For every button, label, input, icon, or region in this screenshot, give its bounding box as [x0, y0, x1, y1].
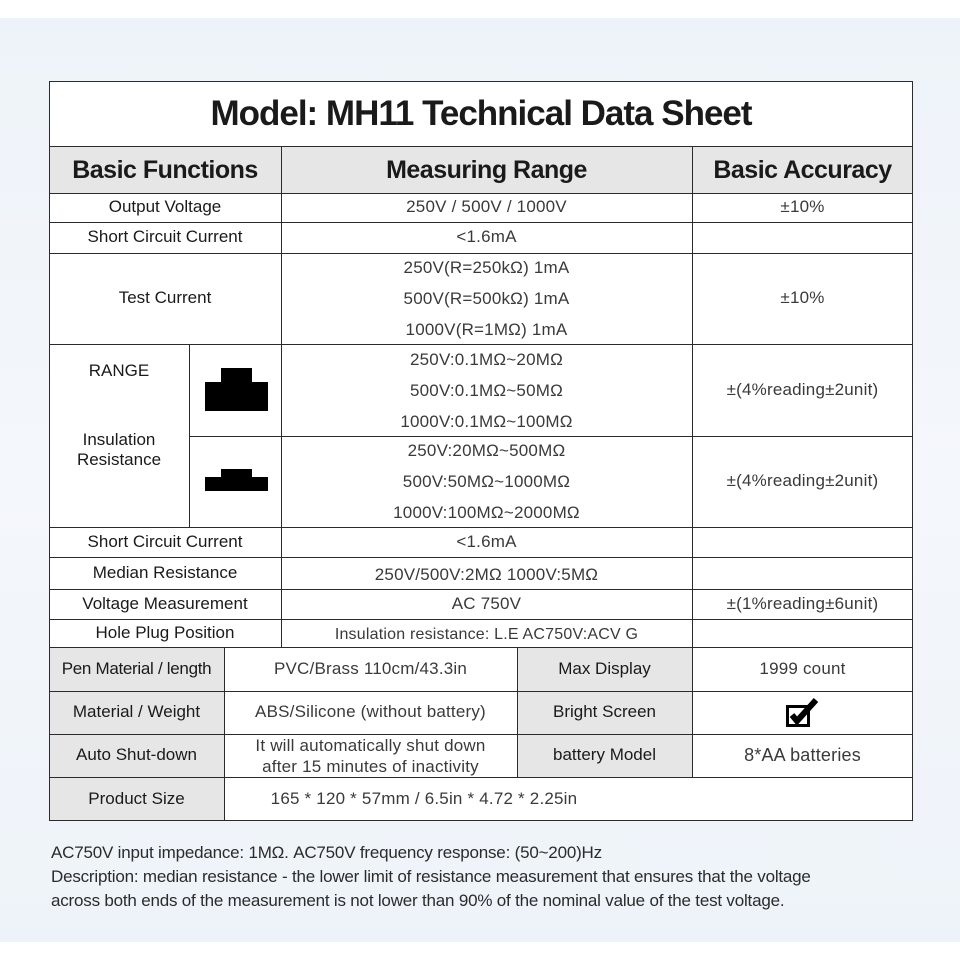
value-product-size: 165 * 120 * 57mm / 6.5in * 4.72 * 2.25in: [270, 788, 578, 808]
accuracy-insulation-low: ±(4%reading±2unit): [726, 471, 879, 491]
value-pen-material: PVC/Brass 110cm/43.3in: [273, 658, 468, 678]
value-max-display: 1999 count: [759, 658, 846, 678]
insulation-low-line: 500V:50MΩ~1000MΩ: [402, 472, 571, 491]
footnotes: [51, 841, 921, 913]
value-battery-model: 8*AA batteries: [744, 744, 861, 765]
range-short-circuit-current-2: <1.6mA: [456, 531, 517, 551]
header-basic-functions: Basic Functions: [49, 146, 281, 193]
label-test-current: Test Current: [118, 288, 212, 308]
insulation-low-line: 1000V:100MΩ~2000MΩ: [393, 503, 580, 522]
accuracy-insulation-high: ±(4%reading±2unit): [726, 380, 879, 400]
label-max-display: Max Display: [517, 647, 692, 691]
footnote-line: Description: median resistance - the lower limit of resistance measurement that ensures that the voltage: [51, 867, 811, 886]
range-insulation-high: [281, 345, 692, 436]
header-basic-accuracy: Basic Accuracy: [692, 146, 913, 193]
label-hole-plug-position: Hole Plug Position: [95, 622, 235, 642]
label-insulation-resistance: [49, 423, 189, 477]
accuracy-voltage-measurement: ±(1%reading±6unit): [726, 593, 879, 613]
value-bright-screen: [692, 691, 913, 734]
range-short-circuit-current: <1.6mA: [456, 227, 517, 247]
insulation-high-line: 1000V:0.1MΩ~100MΩ: [400, 412, 573, 431]
accuracy-test-current: ±10%: [780, 288, 825, 308]
range-test-current: [281, 253, 692, 344]
insulation-high-line: 500V:0.1MΩ~50MΩ: [409, 381, 563, 400]
range-high-icon: [205, 368, 268, 411]
checkbox-checked-icon: [786, 698, 820, 728]
footnote-line: across both ends of the measurement is not lower than 90% of the nominal value of the test voltage.: [51, 891, 785, 910]
range-insulation-low: [281, 436, 692, 527]
footnote-line: AC750V input impedance: 1MΩ. AC750V frequency response: (50~200)Hz: [51, 843, 602, 862]
insulation-low-line: 250V:20MΩ~500MΩ: [407, 441, 566, 460]
test-current-line: 250V(R=250kΩ) 1mA: [403, 258, 570, 277]
label-pen-material: Pen Material / length: [49, 647, 224, 691]
value-material-weight: ABS/Silicone (without battery): [255, 702, 486, 722]
range-median-resistance: 250V/500V:2MΩ 1000V:5MΩ: [374, 564, 599, 584]
resistance-line: Resistance: [76, 450, 162, 469]
range-output-voltage: 250V / 500V / 1000V: [406, 197, 567, 217]
label-voltage-measurement: Voltage Measurement: [82, 593, 248, 613]
auto-shutdown-line: It will automatically shut down: [255, 735, 486, 755]
range-hole-plug-position: Insulation resistance: L.E AC750V:ACV G: [334, 626, 639, 644]
label-short-circuit-current: Short Circuit Current: [87, 227, 243, 247]
data-sheet-table: [49, 81, 913, 821]
label-battery-model: battery Model: [517, 734, 692, 777]
label-range: RANGE: [88, 360, 150, 380]
auto-shutdown-line: after 15 minutes of inactivity: [262, 756, 479, 776]
accuracy-output-voltage: ±10%: [780, 197, 825, 217]
range-voltage-measurement: AC 750V: [451, 593, 522, 613]
range-low-icon: [205, 469, 268, 491]
insulation-line: Insulation: [82, 429, 156, 449]
test-current-line: 1000V(R=1MΩ) 1mA: [405, 320, 568, 339]
label-material-weight: Material / Weight: [49, 691, 224, 734]
sheet-title: Model: MH11 Technical Data Sheet: [210, 93, 752, 133]
test-current-line: 500V(R=500kΩ) 1mA: [403, 289, 570, 308]
insulation-high-line: 250V:0.1MΩ~20MΩ: [409, 350, 563, 369]
label-bright-screen: Bright Screen: [517, 691, 692, 734]
label-auto-shutdown: Auto Shut-down: [49, 734, 224, 777]
header-measuring-range: Measuring Range: [281, 146, 692, 193]
value-auto-shutdown: [224, 734, 517, 777]
label-short-circuit-current-2: Short Circuit Current: [87, 531, 243, 551]
label-product-size: Product Size: [49, 777, 224, 821]
label-median-resistance: Median Resistance: [92, 562, 238, 582]
label-output-voltage: Output Voltage: [108, 197, 222, 217]
